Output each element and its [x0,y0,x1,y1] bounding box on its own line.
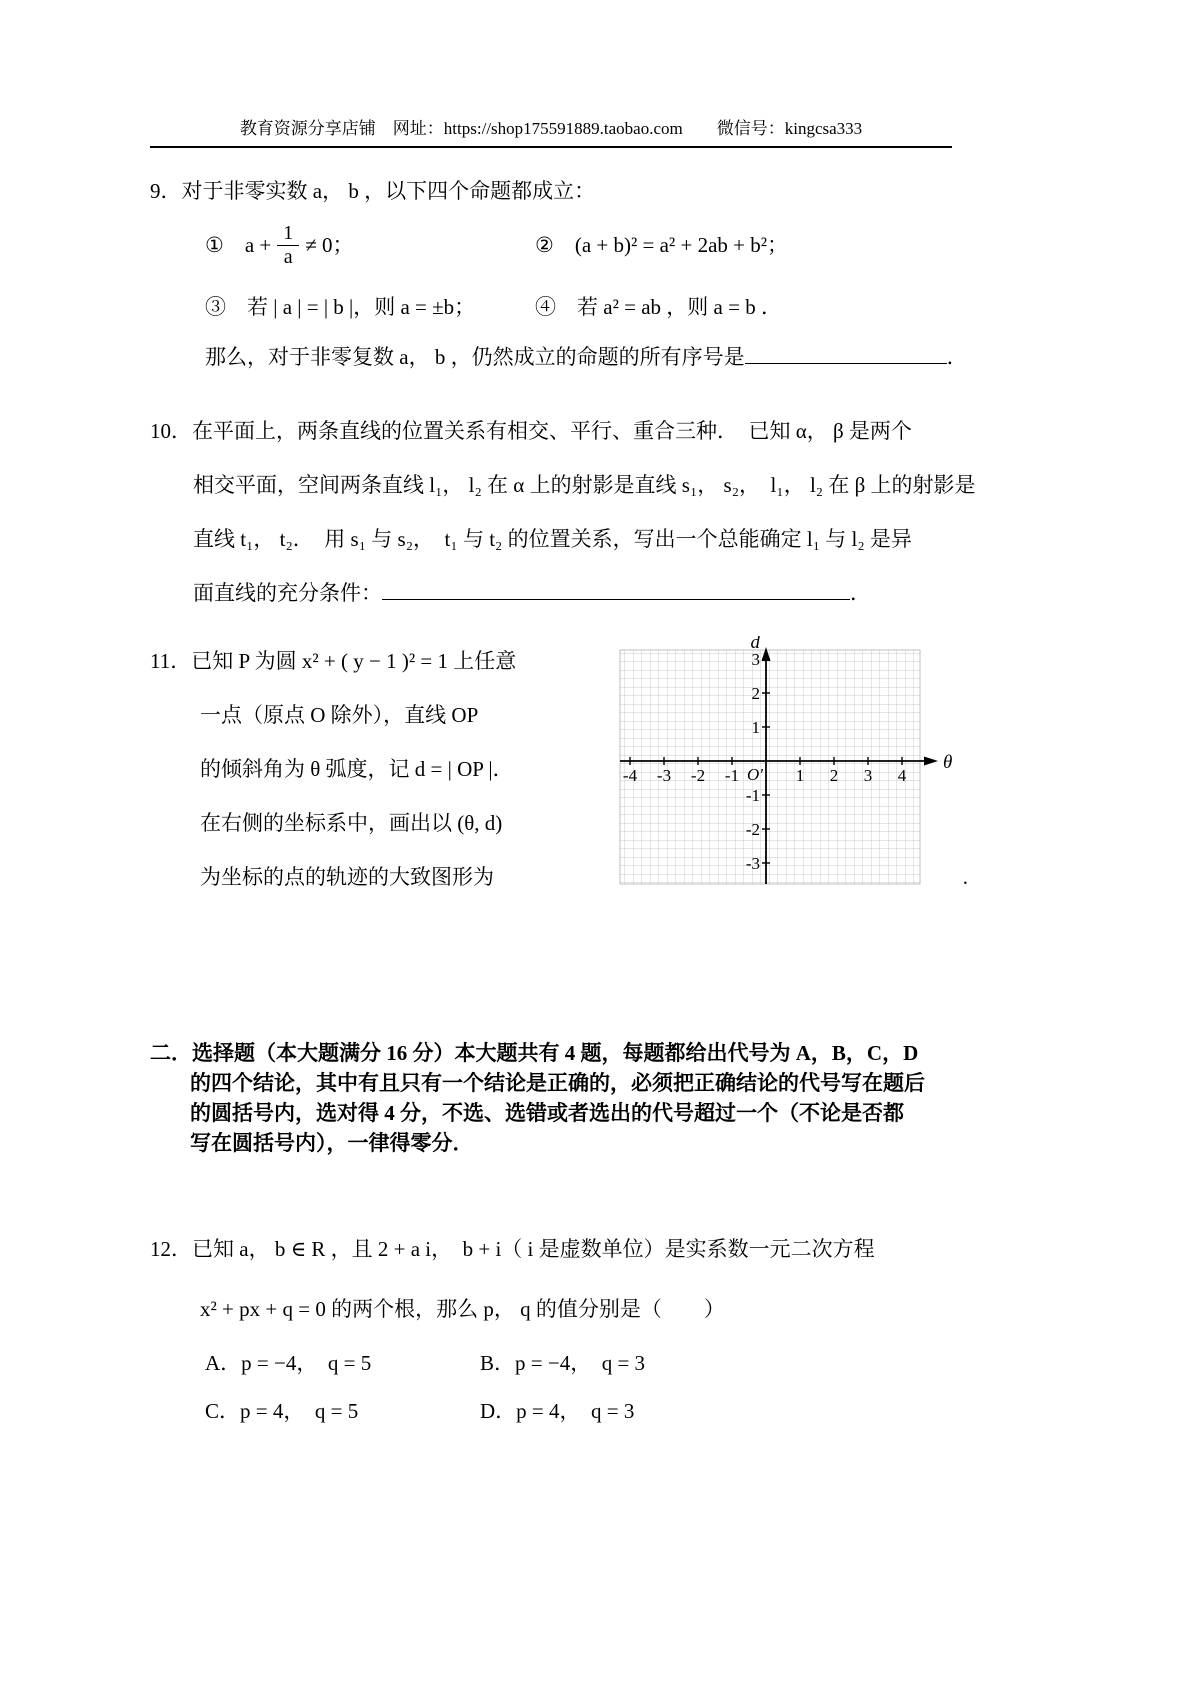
q12-option-d-label: D． [480,1399,517,1423]
q12-option-a-text: p = −4， q = 5 [241,1351,372,1375]
x-tick-label: -4 [622,766,638,785]
q11-trailing-period: . [962,865,968,889]
x-tick-label: 2 [829,766,839,785]
q9-conclusion [205,344,968,370]
q12-option-a-label: A． [205,1351,242,1375]
q10-answer-blank [382,580,850,600]
y-tick-label: 2 [751,684,760,703]
fraction-numerator: 1 [277,222,299,246]
q11-line-3: 的倾斜角为 θ 弧度，记 d = | OP |． [200,757,514,781]
q10-period: ． [850,581,871,605]
q12-option-c [205,1398,358,1424]
q9-stem: 9．对于非零实数 a， b ，以下四个命题都成立： [150,179,596,203]
y-tick-label: -1 [745,786,760,805]
y-tick-label: -3 [745,854,760,873]
y-tick-label: -2 [745,820,760,839]
section2-line-3: 的圆括号内，选对得 4 分，不选、选错或者选出的代号超过一个（不论是否都 [190,1101,904,1125]
origin-label: O′ [747,765,763,784]
q11-line-1: 11．已知 P 为圆 x² + ( y − 1 )² = 1 上任意 [150,649,517,673]
x-axis-label: θ [943,752,953,773]
q9-item-2: ② (a + b)² = a² + 2ab + b²； [535,232,789,257]
q12-line-1: 12．已知 a， b ∈ R ，且 2 + a i， b + i（ i 是虚数单位）是实系数一元二次方程 [150,1237,875,1261]
q10-line-4 [193,580,871,606]
y-tick-label: 1 [751,718,760,737]
q11-line-5: 为坐标的点的轨迹的大致图形为 [200,865,494,889]
q11-line-2: 一点（原点 O 除外），直线 OP [200,703,479,727]
q12-option-c-text: p = 4， q = 5 [240,1399,359,1423]
x-tick-label: 4 [897,766,907,785]
q12-option-c-label: C． [205,1399,241,1423]
section2-line-2: 的四个结论，其中有且只有一个结论是正确的，必须把正确结论的代号写在题后 [190,1071,925,1095]
x-tick-label: 3 [863,766,873,785]
q9-item-1-pre: ① a + [205,232,272,257]
section2-line-1: 二．选择题（本大题满分 16 分）本大题共有 4 题，每题都给出代号为 A，B，C，D [150,1041,919,1065]
q11-graph-wrapper [616,636,968,898]
q9-item-3: ③ 若 | a | = | b |，则 a = ±b； [205,295,476,319]
q9-item-1-post: ≠ 0； [305,232,354,257]
x-tick-label: -1 [724,766,740,785]
q12-option-b [480,1350,645,1376]
q12-option-d-text: p = 4， q = 3 [516,1399,635,1423]
q10-line-1: 10．在平面上，两条直线的位置关系有相交、平行、重合三种． 已知 α， β 是两个 [150,419,912,443]
page-header [150,114,952,148]
x-axis-arrow [924,757,938,766]
x-tick-label: 1 [795,766,805,785]
q9-item-4: ④ 若 a² = ab ，则 a = b ． [535,295,782,319]
q9-period: ． [946,345,968,369]
y-axis-label: d [750,636,760,653]
q9-conclusion-text: 那么，对于非零复数 a， b ，仍然成立的命题的所有序号是 [205,345,745,369]
q12-option-b-label: B． [480,1351,516,1375]
q10-line-3: 直线 t₁， t₂． 用 s₁ 与 s₂， t₁ 与 t₂ 的位置关系，写出一个总能确定 l₁ 与 l₂ 是异 [193,527,912,551]
q9-items-row-1 [205,216,788,274]
q9-items-row-2 [205,294,782,320]
q12-option-a [205,1350,371,1376]
q11-coordinate-grid [616,636,961,896]
fraction-one-over-a [277,222,299,269]
header-divider [150,146,952,148]
q12-line-2: x² + px + q = 0 的两个根，那么 p， q 的值分别是（ ） [200,1297,725,1321]
q10-line-2: 相交平面，空间两条直线 l₁， l₂ 在 α 上的射影是直线 s₁， s₂， l₁， l₂ 在 β 上的射影是 [193,473,976,497]
x-tick-label: -2 [690,766,706,785]
q12-option-d [480,1398,634,1424]
q9-answer-blank [745,344,947,364]
q9-item-1 [205,222,535,269]
q12-option-b-text: p = −4， q = 3 [515,1351,646,1375]
q11-line-4: 在右侧的坐标系中，画出以 (θ, d) [200,811,503,835]
x-tick-label: -3 [656,766,672,785]
shop-header-text: 教育资源分享店铺 网址：https://shop175591889.taobao.com 微信号：kingcsa333 [239,119,863,138]
q10-line-4-text: 面直线的充分条件： [193,581,382,605]
y-tick-label: 3 [751,650,760,669]
section2-line-4: 写在圆括号内），一律得零分． [190,1131,474,1155]
fraction-denominator: a [283,245,293,268]
